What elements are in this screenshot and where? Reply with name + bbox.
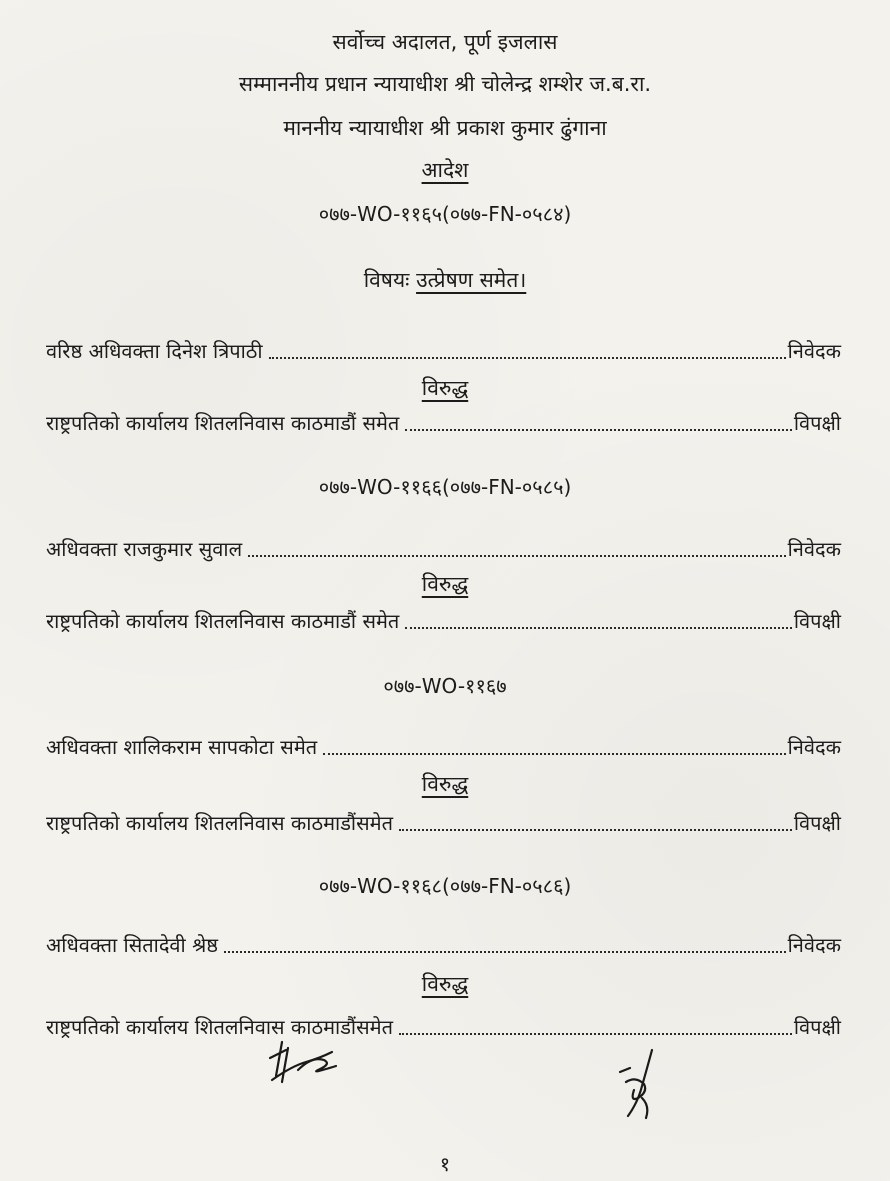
case-number-3: ०७७-WO-११६७	[383, 674, 507, 698]
petitioner-row	[46, 730, 841, 760]
case-number-1: ०७७-WO-११६५(०७७-FN-०५८४)	[318, 202, 572, 226]
versus-label: विरुद्ध	[421, 972, 469, 996]
respondent-role: विपक्षी	[793, 411, 841, 435]
dotted-leader	[399, 1032, 792, 1035]
subject-value: उत्प्रेषण समेत।	[416, 268, 527, 292]
page-number: १	[439, 1152, 451, 1176]
dotted-leader	[405, 428, 791, 431]
versus-label: विरुद्ध	[421, 572, 469, 596]
respondent-row	[46, 604, 841, 634]
petitioner-role: निवेदक	[787, 933, 841, 957]
respondent-name: राष्ट्रपतिको कार्यालय शितलनिवास काठमाडौंसमेत	[46, 1015, 393, 1039]
justice-line: माननीय न्यायाधीश श्री प्रकाश कुमार ढुंगाना	[283, 116, 607, 140]
respondent-row	[46, 806, 841, 836]
case-number-2: ०७७-WO-११६६(०७७-FN-०५८५)	[318, 475, 572, 499]
dotted-leader	[399, 828, 792, 831]
dotted-leader	[323, 752, 785, 755]
versus-label: विरुद्ध	[421, 376, 469, 400]
petitioner-row	[46, 532, 841, 562]
respondent-role: विपक्षी	[793, 811, 841, 835]
order-title: आदेश	[421, 158, 469, 182]
subject-line	[0, 266, 890, 294]
signature-right	[612, 1046, 668, 1126]
chief-justice-line: सम्माननीय प्रधान न्यायाधीश श्री चोलेन्द्र शम्शेर ज.ब.रा.	[238, 72, 652, 96]
petitioner-name: वरिष्ठ अधिवक्ता दिनेश त्रिपाठी	[46, 339, 263, 363]
respondent-row	[46, 1010, 841, 1040]
petitioner-role: निवेदक	[787, 735, 841, 759]
dotted-leader	[224, 950, 786, 953]
respondent-role: विपक्षी	[793, 1015, 841, 1039]
respondent-name: राष्ट्रपतिको कार्यालय शितलनिवास काठमाडौं समेत	[46, 609, 400, 633]
petitioner-name: अधिवक्ता सितादेवी श्रेष्ठ	[46, 933, 219, 957]
respondent-role: विपक्षी	[793, 609, 841, 633]
respondent-name: राष्ट्रपतिको कार्यालय शितलनिवास काठमाडौं समेत	[46, 411, 400, 435]
petitioner-role: निवेदक	[787, 339, 841, 363]
subject-label: विषयः	[363, 268, 410, 292]
case-number-4: ०७७-WO-११६८(०७७-FN-०५८६)	[318, 874, 572, 898]
respondent-row	[46, 406, 841, 436]
petitioner-role: निवेदक	[787, 537, 841, 561]
petitioner-name: अधिवक्ता राजकुमार सुवाल	[46, 537, 243, 561]
dotted-leader	[405, 626, 791, 629]
dotted-leader	[248, 554, 785, 557]
dotted-leader	[269, 356, 786, 359]
respondent-name: राष्ट्रपतिको कार्यालय शितलनिवास काठमाडौंसमेत	[46, 811, 393, 835]
petitioner-row	[46, 928, 841, 958]
petitioner-name: अधिवक्ता शालिकराम सापकोटा समेत	[46, 735, 318, 759]
signature-left	[262, 1036, 346, 1088]
court-heading: सर्वोच्च अदालत, पूर्ण इजलास	[332, 30, 558, 54]
versus-label: विरुद्ध	[421, 772, 469, 796]
petitioner-row	[46, 334, 841, 364]
